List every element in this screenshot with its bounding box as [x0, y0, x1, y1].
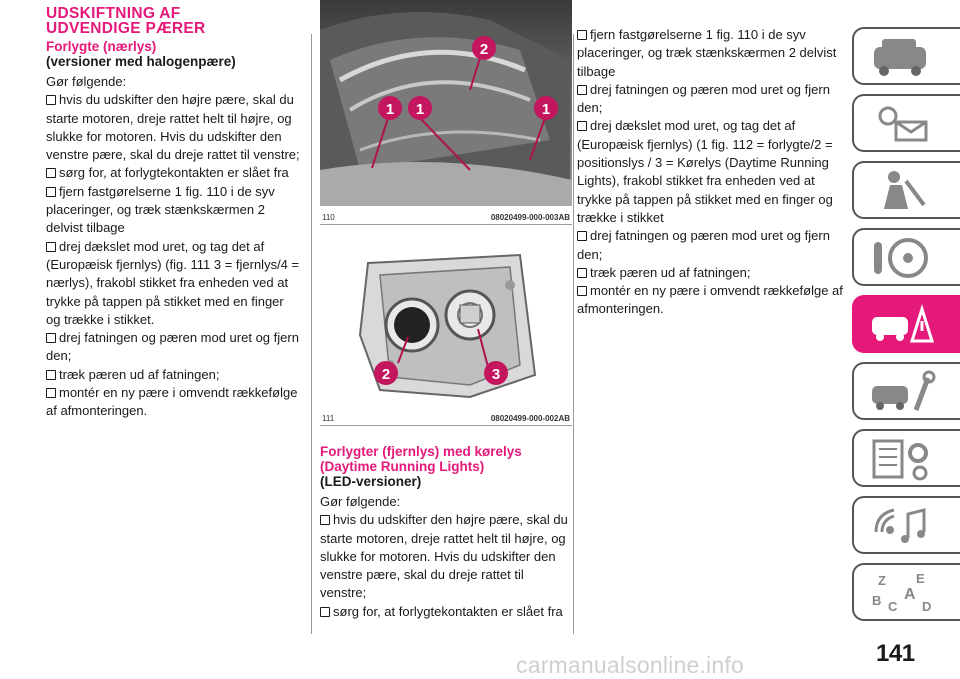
- column-middle: [320, 0, 572, 621]
- warning-lights-icon: [868, 100, 938, 148]
- steering-wheel-icon: [868, 234, 938, 282]
- callout-label: 1: [541, 101, 551, 118]
- svg-text:C: C: [888, 599, 898, 614]
- section3-list: [577, 26, 843, 319]
- list-item-text: fjern fastgørelserne 1 fig. 110 i de syv placeringer, og træk stænkskærmen 2 delvist tilbage: [46, 183, 275, 236]
- watermark: carmanualsonline.info: [516, 652, 744, 678]
- checkbox-bullet-icon: [46, 370, 56, 380]
- tab-technical-data[interactable]: [852, 429, 960, 487]
- list-item-text: drej fatningen og pæren mod uret og fjern den;: [577, 228, 830, 262]
- list-item-text: drej dækslet mod uret, og tag det af (Europæisk fjernlys) (fig. 111 3 = fjernlys/4 = nærlys), frakobl stikket fra enheden ved at trykke på tappen på stikket med en finger og trække i stikket.: [46, 238, 300, 327]
- maintenance-icon: [868, 368, 938, 416]
- fender-fasteners-image: [320, 0, 572, 206]
- list-item-text: montér en ny pære i omvendt rækkefølge af afmonteringen.: [46, 385, 298, 419]
- figure-110-caption: [322, 213, 570, 222]
- tab-car-dashboard[interactable]: [852, 27, 960, 85]
- section2-intro: Gør følgende:: [320, 494, 401, 509]
- checkbox-bullet-icon: [577, 268, 587, 278]
- list-item: [320, 603, 572, 621]
- technical-data-icon: [868, 435, 938, 483]
- figure-110: [320, 0, 572, 225]
- list-item-text: drej fatningen og pæren mod uret og fjern den;: [46, 330, 299, 364]
- list-item: [46, 183, 300, 238]
- section1-subheading: (versioner med halogenpære): [46, 54, 236, 69]
- list-item: [577, 117, 843, 227]
- list-item-text: drej fatningen og pæren mod uret og fjern den;: [577, 81, 830, 116]
- checkbox-bullet-icon: [46, 187, 56, 197]
- callout-label: 1: [415, 101, 425, 118]
- list-item: [46, 329, 300, 366]
- tab-safety[interactable]: [852, 161, 960, 219]
- list-item-text: fjern fastgørelserne 1 fig. 110 i de syv placeringer, og træk stænkskærmen 2 delvist tilbage: [577, 27, 837, 79]
- checkbox-bullet-icon: [46, 333, 56, 343]
- svg-text:E: E: [916, 571, 925, 586]
- section2: [320, 444, 572, 621]
- svg-text:A: A: [904, 586, 916, 603]
- svg-text:Z: Z: [878, 573, 886, 588]
- section2-list: [320, 511, 572, 621]
- figure-111: [320, 225, 572, 426]
- figure-number: 110: [322, 213, 335, 222]
- list-item: [577, 26, 843, 81]
- checkbox-bullet-icon: [46, 242, 56, 252]
- page-title: [46, 6, 300, 36]
- figure-number: 111: [322, 414, 335, 423]
- list-item: [320, 511, 572, 602]
- safety-icon: [868, 167, 938, 215]
- checkbox-bullet-icon: [320, 607, 330, 617]
- checkbox-bullet-icon: [46, 168, 56, 178]
- checkbox-bullet-icon: [577, 286, 587, 296]
- tab-index[interactable]: [852, 563, 960, 621]
- list-item-text: træk pæren ud af fatningen;: [59, 366, 220, 382]
- svg-text:B: B: [872, 593, 882, 608]
- emergency-icon: [868, 301, 938, 349]
- list-item: [577, 227, 843, 264]
- tab-multimedia[interactable]: [852, 496, 960, 554]
- svg-text:D: D: [922, 599, 932, 614]
- headlamp-rear-image: [320, 225, 572, 407]
- list-item: [577, 81, 843, 118]
- tab-warning-lights[interactable]: [852, 94, 960, 152]
- list-item-text: hvis du udskifter den højre pære, skal du starte motoren, dreje rattet helt til højre, og slukke for motoren. Hvis du udskifter den venstre pære, skal du dreje rattet til venstre;: [46, 92, 300, 163]
- figure-111-caption: [322, 414, 570, 423]
- section1-heading: Forlygte (nærlys): [46, 39, 157, 54]
- list-item-text: drej dækslet mod uret, og tag det af (Europæisk fjernlys) (1 fig. 112 = forlygte/2 = positionslys / 3 = Kørelys (Daytime Running Lights), frakobl stikket fra enheden ved at trykke på tappen på stikket med en finger og trække i stikket: [577, 118, 833, 225]
- checkbox-bullet-icon: [577, 85, 587, 95]
- list-item-text: sørg for, at forlygtekontakten er slået fra: [59, 165, 289, 181]
- list-item-text: sørg for, at forlygtekontakten er slået fra: [333, 603, 563, 619]
- callout-label: 2: [479, 41, 489, 58]
- list-item: [46, 238, 300, 329]
- page-number: 141: [876, 640, 915, 667]
- column-right: [577, 26, 843, 319]
- callout-label: 1: [385, 101, 395, 118]
- list-item-text: træk pæren ud af fatningen;: [590, 264, 751, 280]
- callout-label: 2: [381, 366, 391, 383]
- column-divider: [573, 34, 574, 634]
- multimedia-icon: [868, 502, 938, 550]
- checkbox-bullet-icon: [46, 95, 56, 105]
- page-title-text: UDSKIFTNING AF UDVENDIGE PÆRER: [46, 5, 206, 37]
- list-item: [46, 384, 300, 421]
- car-dashboard-icon: [868, 33, 938, 81]
- section2-heading: Forlygter (fjernlys) med kørelys (Daytime Running Lights): [320, 444, 522, 474]
- list-item: [577, 264, 843, 282]
- callout-label: 3: [491, 366, 501, 383]
- column-left: [46, 6, 300, 421]
- checkbox-bullet-icon: [46, 388, 56, 398]
- list-item: [577, 282, 843, 319]
- section1-intro: Gør følgende:: [46, 74, 127, 89]
- alphabet-index-icon: [868, 569, 938, 617]
- figure-code: 08020499-000-003AB: [490, 213, 570, 222]
- checkbox-bullet-icon: [577, 30, 587, 40]
- checkbox-bullet-icon: [577, 231, 587, 241]
- tab-driving[interactable]: [852, 228, 960, 286]
- list-item: [46, 366, 300, 384]
- list-item-text: montér en ny pære i omvendt rækkefølge af afmonteringen.: [577, 283, 843, 317]
- tab-emergency[interactable]: [852, 295, 960, 353]
- section2-subheading: (LED-versioner): [320, 474, 422, 489]
- section1-list: [46, 91, 300, 420]
- column-divider: [311, 34, 312, 634]
- checkbox-bullet-icon: [320, 515, 330, 525]
- list-item: [46, 91, 300, 164]
- list-item: [46, 164, 300, 182]
- figure-code: 08020499-000-002AB: [490, 414, 570, 423]
- tab-maintenance[interactable]: [852, 362, 960, 420]
- checkbox-bullet-icon: [577, 121, 587, 131]
- list-item-text: hvis du udskifter den højre pære, skal du starte motoren, dreje rattet helt til højre, og slukke for motoren. Hvis du udskifter den venstre pære, skal du dreje rattet til venstre;: [320, 512, 568, 601]
